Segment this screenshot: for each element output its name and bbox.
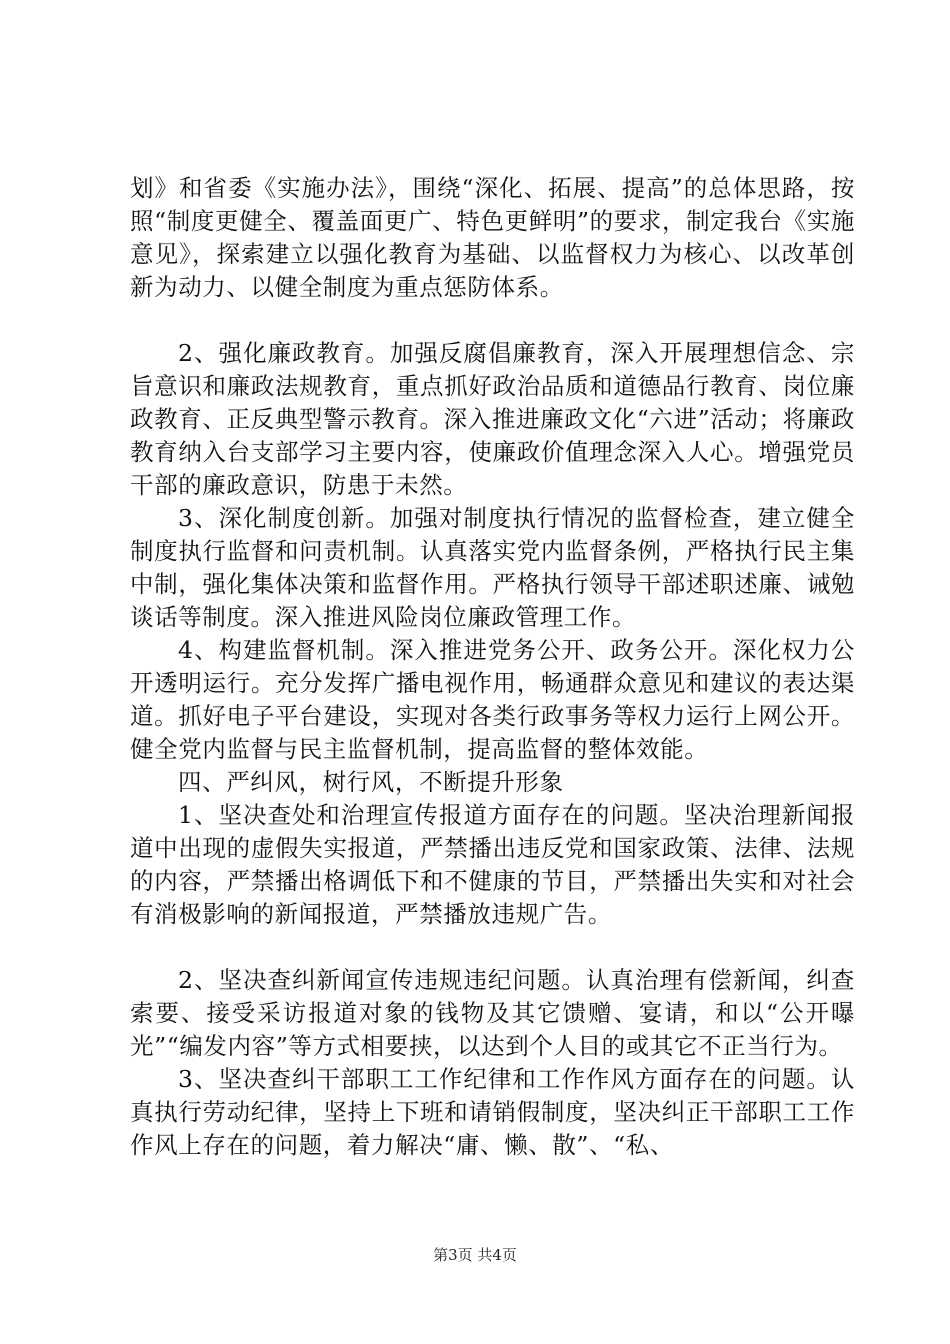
document-body xyxy=(130,172,855,1162)
paragraph-system-innovation: 3、深化制度创新。加强对制度执行情况的监督检查，建立健全制度执行监督和问责机制。认真落实党内监督条例，严格执行民主集中制，强化集体决策和监督作用。严格执行领导干部述职述廉、诫勉谈话等制度。深入推进风险岗位廉政管理工作。 xyxy=(130,504,855,631)
paragraph-reporting-issues: 1、坚决查处和治理宣传报道方面存在的问题。坚决治理新闻报道中出现的虚假失实报道，严禁播出违反党和国家政策、法律、法规的内容，严禁播出格调低下和不健康的节目，严禁播出失实和对社会有消极影响的新闻报道，严禁播放违规广告。 xyxy=(130,801,855,928)
page-footer: 第3页 共4页 xyxy=(433,1246,517,1264)
paragraph-supervision-mechanism: 4、构建监督机制。深入推进党务公开、政务公开。深化权力公开透明运行。充分发挥广播电视作用，畅通群众意见和建议的表达渠道。抓好电子平台建设，实现对各类行政事务等权力运行上网公开。健全党内监督与民主监督机制，提高监督的整体效能。 xyxy=(130,636,855,763)
paragraph-continuation: 划》和省委《实施办法》，围绕“深化、拓展、提高”的总体思路，按照“制度更健全、覆盖面更广、特色更鲜明”的要求，制定我台《实施意见》，探索建立以强化教育为基础、以监督权力为核心、以改革创新为动力、以健全制度为重点惩防体系。 xyxy=(130,174,855,301)
paragraph-work-discipline: 3、坚决查纠干部职工工作纪律和工作作风方面存在的问题。认真执行劳动纪律，坚持上下班和请销假制度，坚决纠正干部职工工作作风上存在的问题，着力解决“庸、懒、散”、“私、 xyxy=(130,1065,855,1159)
paragraph-integrity-education: 2、强化廉政教育。加强反腐倡廉教育，深入开展理想信念、宗旨意识和廉政法规教育，重点抓好政治品质和道德品行教育、岗位廉政教育、正反典型警示教育。深入推进廉政文化“六进”活动；将廉政教育纳入台支部学习主要内容，使廉政价值理念深入人心。增强党员干部的廉政意识，防患于未然。 xyxy=(130,339,855,499)
section-heading-four: 四、严纠风，树行风，不断提升形象 xyxy=(178,768,564,796)
paragraph-news-violations: 2、坚决查纠新闻宣传违规违纪问题。认真治理有偿新闻，纠查索要、接受采访报道对象的钱物及其它馈赠、宴请，和以“公开曝光”“编发内容”等方式相要挟，以达到个人目的或其它不正当行为。 xyxy=(130,966,855,1060)
